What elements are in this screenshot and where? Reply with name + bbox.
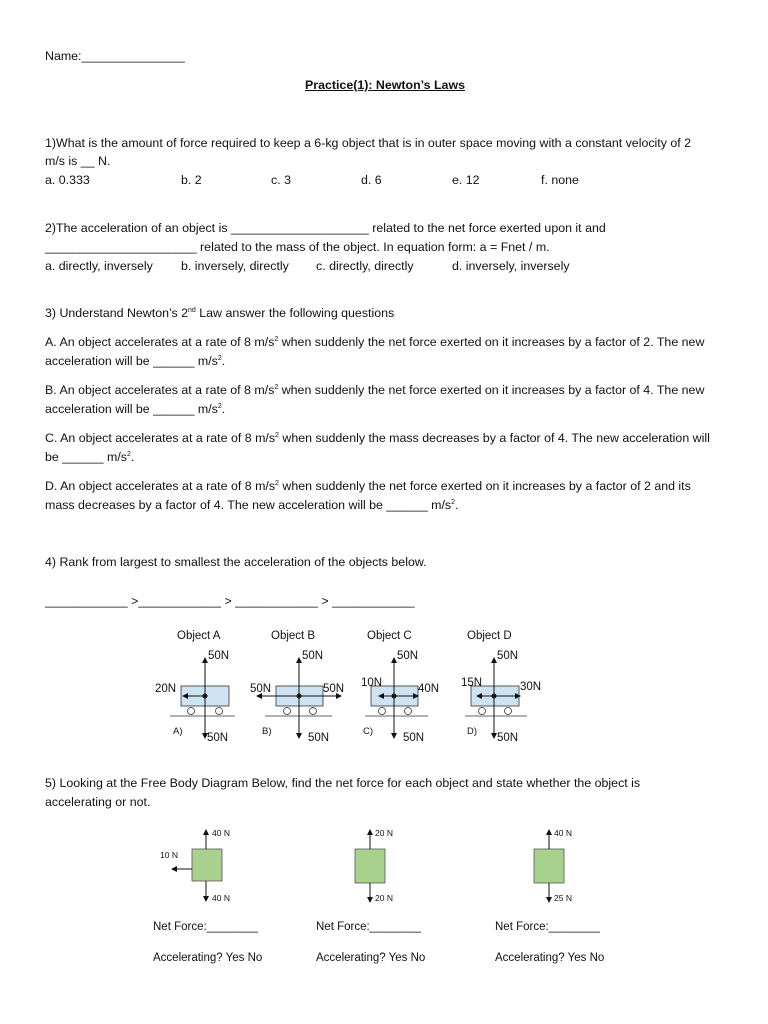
- object-b-letter: B): [262, 726, 272, 737]
- object-d-title: Object D: [467, 630, 512, 642]
- fbd-3-net-force-blank[interactable]: Net Force:________: [495, 921, 600, 933]
- fbd-1-down-force: 40 N: [212, 893, 230, 903]
- object-c-diagram: [365, 658, 428, 738]
- object-c-letter: C): [363, 726, 374, 737]
- fbd-1-left-force: 10 N: [160, 850, 178, 860]
- object-d-up-force: 50N: [497, 650, 519, 662]
- q5-text-line1: 5) Looking at the Free Body Diagram Below, find the net force for each object and state whether the object is: [45, 776, 641, 790]
- object-b-right-force: 50N: [323, 683, 345, 695]
- fbd-2-up-force: 20 N: [375, 828, 393, 838]
- fbd-1-diagram: [172, 830, 222, 901]
- object-b-up-force: 50N: [302, 650, 324, 662]
- object-a-up-force: 50N: [208, 650, 230, 662]
- fbd-1-up-force: 40 N: [212, 828, 230, 838]
- object-a-title: Object A: [177, 630, 221, 642]
- fbd-3-diagram: [534, 830, 564, 902]
- object-a-left-force: 20N: [155, 683, 177, 695]
- q3-part-d-line2: mass decreases by a factor of 4. The new acceleration will be ______ $m/s^2$.: [45, 498, 459, 512]
- q1-option-f: f. none: [541, 173, 579, 187]
- q3-part-a-line1: A. An object accelerates at a rate of 8 $m/s^2$ when suddenly the net force exerted on it increases by a factor of 2. The new: [45, 335, 705, 349]
- q3-heading: 3) Understand Newton’s 2nd Law answer the following questions: [45, 306, 395, 320]
- q1-option-d: d. 6: [361, 173, 382, 187]
- q1-option-a: a. 0.333: [45, 173, 90, 187]
- fbd-3-accelerating-choice[interactable]: Accelerating? Yes No: [495, 952, 605, 964]
- q2-text-line1: 2)The acceleration of an object is ____________________ related to the net force exerted upon it and: [45, 221, 606, 235]
- q2-option-c: c. directly, directly: [316, 259, 414, 273]
- q3-part-c-line1: C. An object accelerates at a rate of 8 $m/s^2$ when suddenly the mass decreases by a factor of 4. The new acceleration will: [45, 431, 710, 445]
- object-b-title: Object B: [271, 630, 316, 642]
- page-title: Practice(1): Newton’s Laws: [305, 78, 465, 92]
- q3-part-d-line1: D. An object accelerates at a rate of 8 $m/s^2$ when suddenly the net force exerted on it increases by a factor of 2 and its: [45, 479, 691, 493]
- fbd-3-up-force: 40 N: [554, 828, 572, 838]
- q3-part-b-line2: acceleration will be ______ $m/s^2$.: [45, 402, 226, 416]
- q1-text-line1: 1)What is the amount of force required to keep a 6-kg object that is in outer space moving with a constant velocity of 2: [45, 136, 692, 150]
- object-c-down-force: 50N: [403, 732, 425, 744]
- object-d-right-force: 30N: [520, 681, 542, 693]
- q5-text-line2: accelerating or not.: [45, 795, 151, 809]
- object-c-title: Object C: [367, 630, 412, 642]
- q4-ranking-blanks: ____________ >____________ > ____________ > ____________: [45, 594, 415, 608]
- q1-option-b: b. 2: [181, 173, 202, 187]
- q1-option-c: c. 3: [271, 173, 291, 187]
- object-a-down-force: 50N: [207, 732, 229, 744]
- object-b-left-force: 50N: [250, 683, 272, 695]
- fbd-2-down-force: 20 N: [375, 893, 393, 903]
- q1-text-line2: m/s is __ N.: [45, 154, 111, 168]
- q2-option-b: b. inversely, directly: [181, 259, 289, 273]
- object-d-down-force: 50N: [497, 732, 519, 744]
- q1-option-e: e. 12: [452, 173, 480, 187]
- object-b-down-force: 50N: [308, 732, 330, 744]
- object-d-left-force: 15N: [461, 677, 483, 689]
- object-a-letter: A): [173, 726, 183, 737]
- fbd-1-net-force-blank[interactable]: Net Force:________: [153, 921, 258, 933]
- fbd-3-down-force: 25 N: [554, 893, 572, 903]
- q3-part-a-line2: acceleration will be ______ $m/s^2$.: [45, 354, 226, 368]
- fbd-1-accelerating-choice[interactable]: Accelerating? Yes No: [153, 952, 263, 964]
- fbd-2-accelerating-choice[interactable]: Accelerating? Yes No: [316, 952, 426, 964]
- q3-part-b-line1: B. An object accelerates at a rate of 8 $m/s^2$ when suddenly the net force exerted on it increases by a factor of 4. The new: [45, 383, 705, 397]
- q3-part-c-line2: be ______ $m/s^2$.: [45, 450, 135, 464]
- q2-option-d: d. inversely, inversely: [452, 259, 570, 273]
- q2-option-a: a. directly, inversely: [45, 259, 153, 273]
- q4-text: 4) Rank from largest to smallest the acceleration of the objects below.: [45, 555, 427, 569]
- object-d-letter: D): [467, 726, 478, 737]
- name-field-label: Name:_______________: [45, 49, 185, 63]
- fbd-2-net-force-blank[interactable]: Net Force:________: [316, 921, 421, 933]
- fbd-2-diagram: [355, 830, 385, 902]
- q2-text-line2: ______________________ related to the mass of the object. In equation form: a = Fnet / m.: [45, 240, 550, 254]
- object-c-left-force: 10N: [361, 677, 383, 689]
- object-c-right-force: 40N: [418, 683, 440, 695]
- object-c-up-force: 50N: [397, 650, 419, 662]
